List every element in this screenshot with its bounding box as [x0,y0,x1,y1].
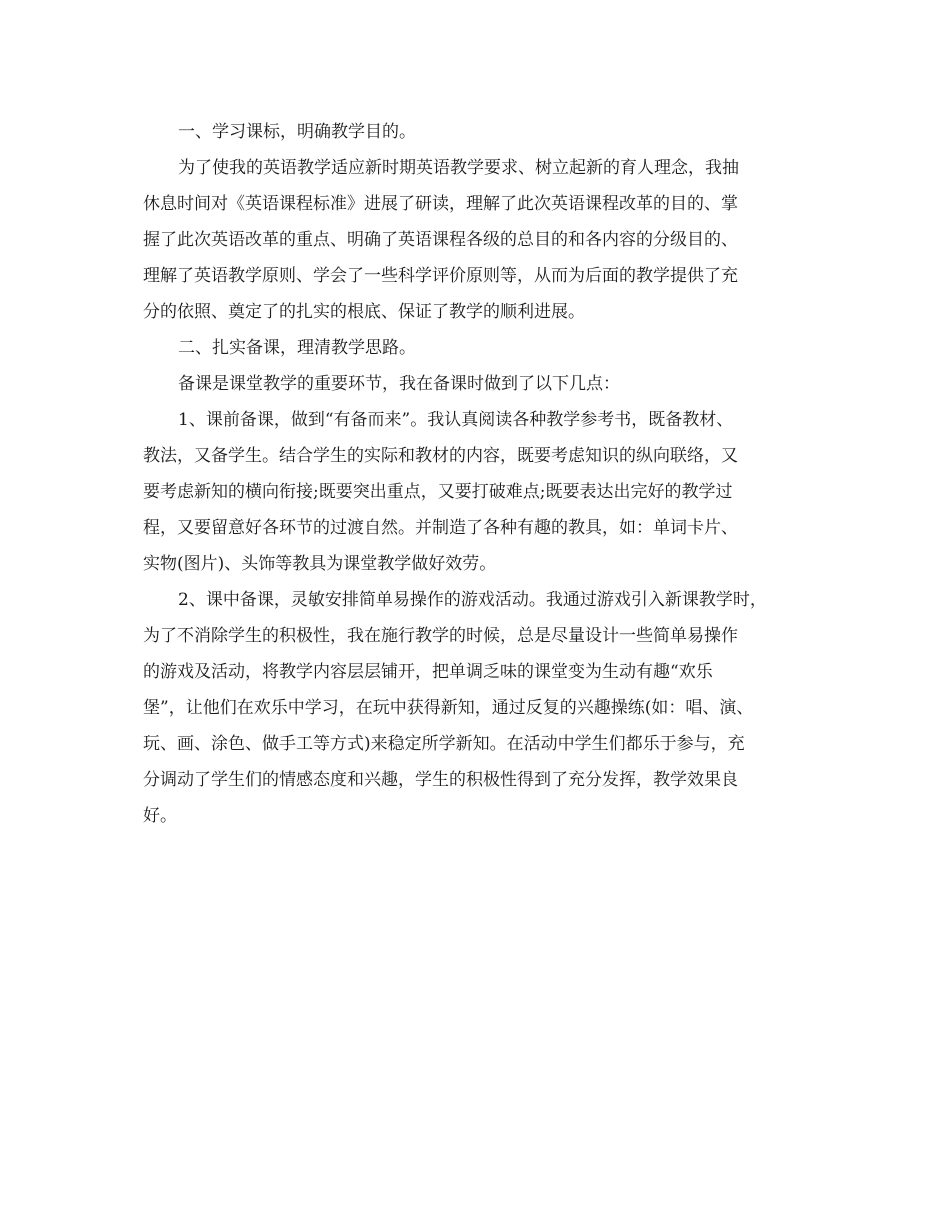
section-heading: 一、学习课标，明确教学目的。 [178,122,416,142]
paragraph-line: 程，又要留意好各环节的过渡自然。并制造了各种有趣的教具，如：单词卡片、 [143,518,738,538]
paragraph-line: 备课是课堂教学的重要环节，我在备课时做到了以下几点： [178,374,620,394]
paragraph-line: 为了不消除学生的积极性，我在施行教学的时候，总是尽量设计一些简单易操作 [143,626,738,646]
paragraph-line: 理解了英语教学原则、学会了一些科学评价原则等，从而为后面的教学提供了充 [143,266,738,286]
section-heading: 二、扎实备课，理清教学思路。 [178,338,416,358]
paragraph-line: 分调动了学生们的情感态度和兴趣，学生的积极性得到了充分发挥，教学效果良 [143,770,738,790]
paragraph-line: 实物(图片)、头饰等教具为课堂教学做好效劳。 [143,554,497,574]
paragraph-line: 玩、画、涂色、做手工等方式)来稳定所学新知。在活动中学生们都乐于参与，充 [143,734,745,754]
paragraph-line: 要考虑新知的横向衔接;既要突出重点，又要打破难点;既要表达出完好的教学过 [143,482,733,502]
paragraph-line: 堡”，让他们在欢乐中学习，在玩中获得新知，通过反复的兴趣操练(如：唱、演、 [143,698,754,718]
paragraph-line: 为了使我的英语教学适应新时期英语教学要求、树立起新的育人理念，我抽 [178,158,739,178]
paragraph-line: 的游戏及活动，将教学内容层层铺开，把单调乏味的课堂变为生动有趣“欢乐 [143,662,713,682]
paragraph-line: 2、课中备课，灵敏安排简单易操作的游戏活动。我通过游戏引入新课教学时， [178,590,767,610]
paragraph-line: 握了此次英语改革的重点、明确了英语课程各级的总目的和各内容的分级目的、 [143,230,738,250]
paragraph-line: 好。 [143,806,177,826]
paragraph-line: 教法，又备学生。结合学生的实际和教材的内容，既要考虑知识的纵向联络，又 [143,446,738,466]
paragraph-line: 1、课前备课，做到“有备而来”。我认真阅读各种教学参考书，既备教材、 [178,410,734,430]
paragraph-line: 分的依照、奠定了的扎实的根底、保证了教学的顺利进展。 [143,302,585,322]
paragraph-line: 休息时间对《英语课程标准》进展了研读，理解了此次英语课程改革的目的、掌 [143,194,738,214]
